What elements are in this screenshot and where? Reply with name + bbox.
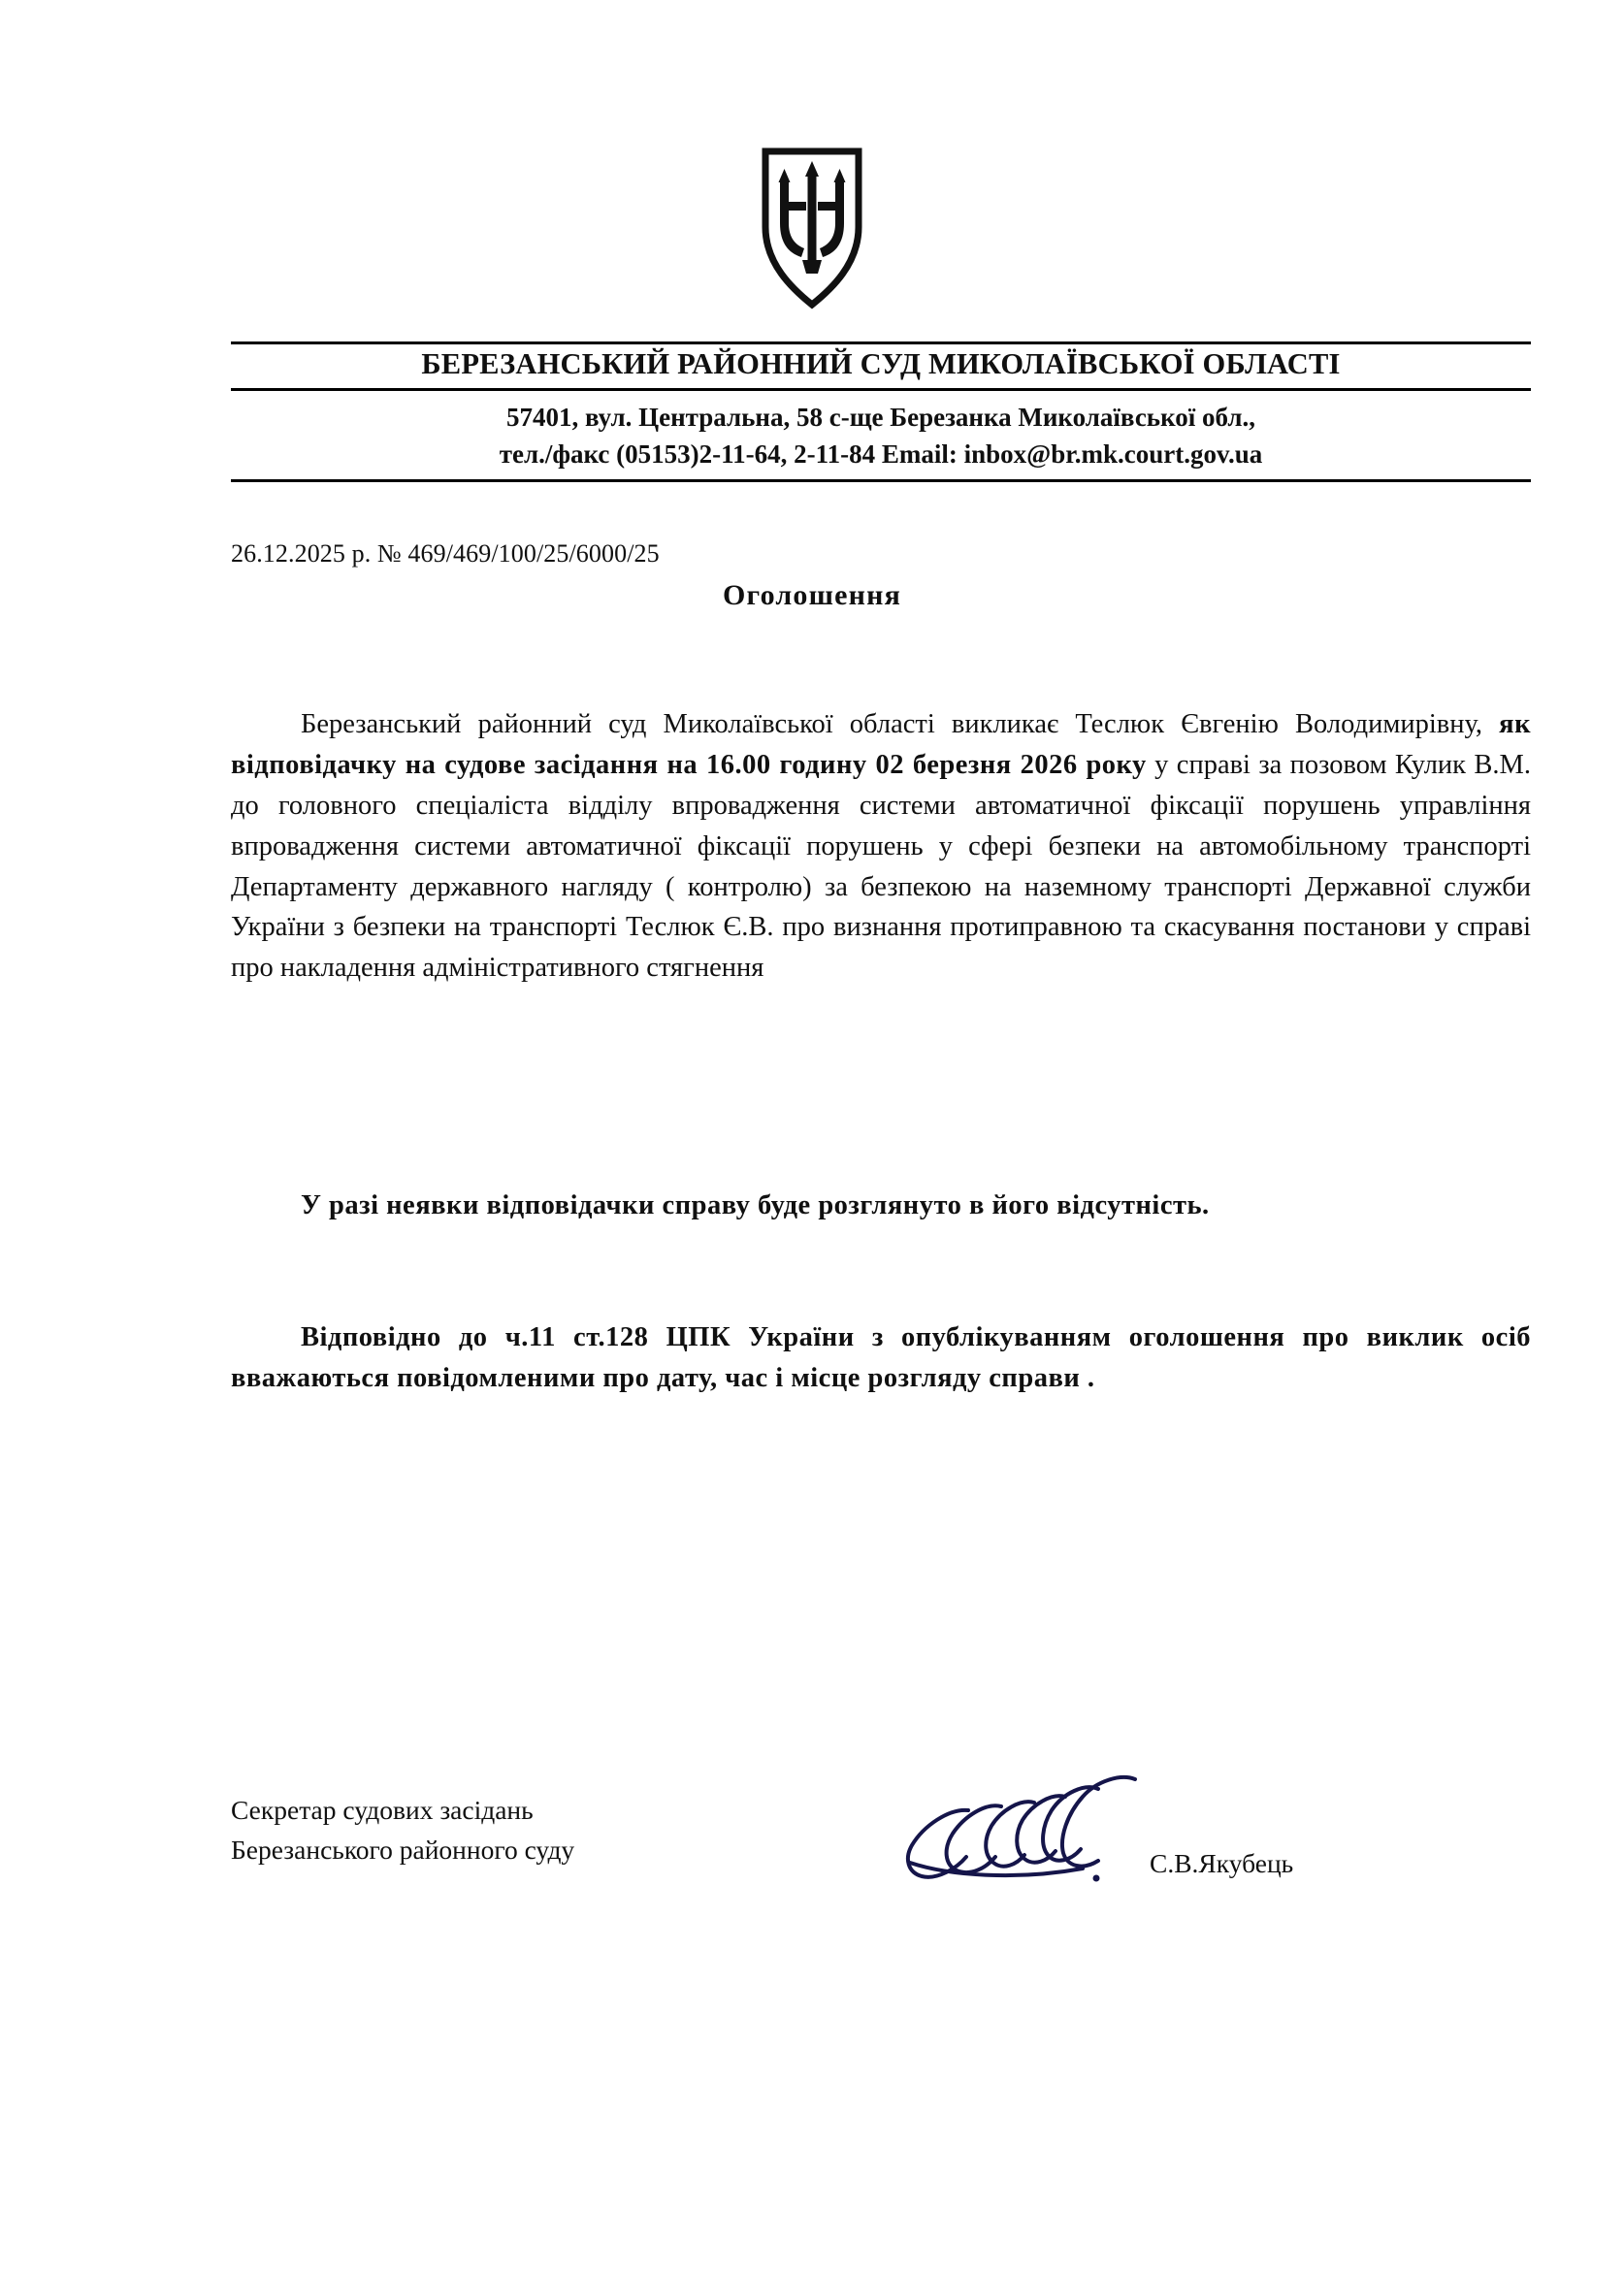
ukraine-trident-emblem — [754, 146, 870, 310]
divider-bottom — [231, 479, 1531, 482]
court-name: БЕРЕЗАНСЬКИЙ РАЙОННИЙ СУД МИКОЛАЇВСЬКОЇ ОБЛАСТІ — [421, 347, 1341, 380]
signature-name: С.В.Якубець — [1150, 1848, 1294, 1878]
address-line-2: тел./факс (05153)2-11-64, 2-11-84 Email: inbox@br.mk.court.gov.ua — [499, 439, 1263, 469]
absence-text: У разі неявки відповідачки справу буде розглянуто в його відсутність. — [301, 1190, 1210, 1220]
signature-role — [231, 1790, 574, 1870]
signature-role-line-2: Березанського районного суду — [231, 1835, 575, 1866]
paragraph-absence — [231, 1186, 1531, 1226]
summons-text-part1: Березанський районний суд Миколаївської області викликає Теслюк Євгенію Володимирівну, — [301, 709, 1500, 739]
emblem-container — [0, 146, 1624, 315]
document-number: 26.12.2025 р. № 469/469/100/25/6000/25 — [231, 539, 660, 568]
page-title: Оголошення — [722, 579, 902, 611]
legal-note-text: Відповідно до ч.11 ст.128 ЦПК України з опублікуванням оголошення про виклик осіб вважаються повідомленими про дату, час і місце розгляду справи . — [231, 1322, 1531, 1393]
summons-hearing-details: як відповідачку на судове засідання на 16.00 годину 02 березня 2026 року — [231, 709, 1531, 780]
letterhead — [231, 341, 1531, 482]
summons-text-part2: у справі за позовом Кулик В.М. до головного спеціаліста відділу впровадження системи автоматичної фіксації порушень управління впровадження системи автоматичної фіксації порушень у сфері безпеки на автомобільному транспорті Департаменту державного нагляду ( контролю) за безпекою на наземному транспорті Державної служби України з безпеки на транспорті Теслюк Є.В. про визнання протиправною та скасування постанови у справі про накладення адміністративного стягнення — [231, 749, 1531, 984]
address-line-1: 57401, вул. Центральна, 58 с-ще Березанка Миколаївської обл., — [505, 402, 1256, 432]
paragraph-summons — [231, 704, 1531, 989]
signature-role-line-1: Секретар судових засідань — [231, 1795, 534, 1825]
address-block — [231, 391, 1531, 480]
paragraph-legal-note — [231, 1317, 1531, 1399]
